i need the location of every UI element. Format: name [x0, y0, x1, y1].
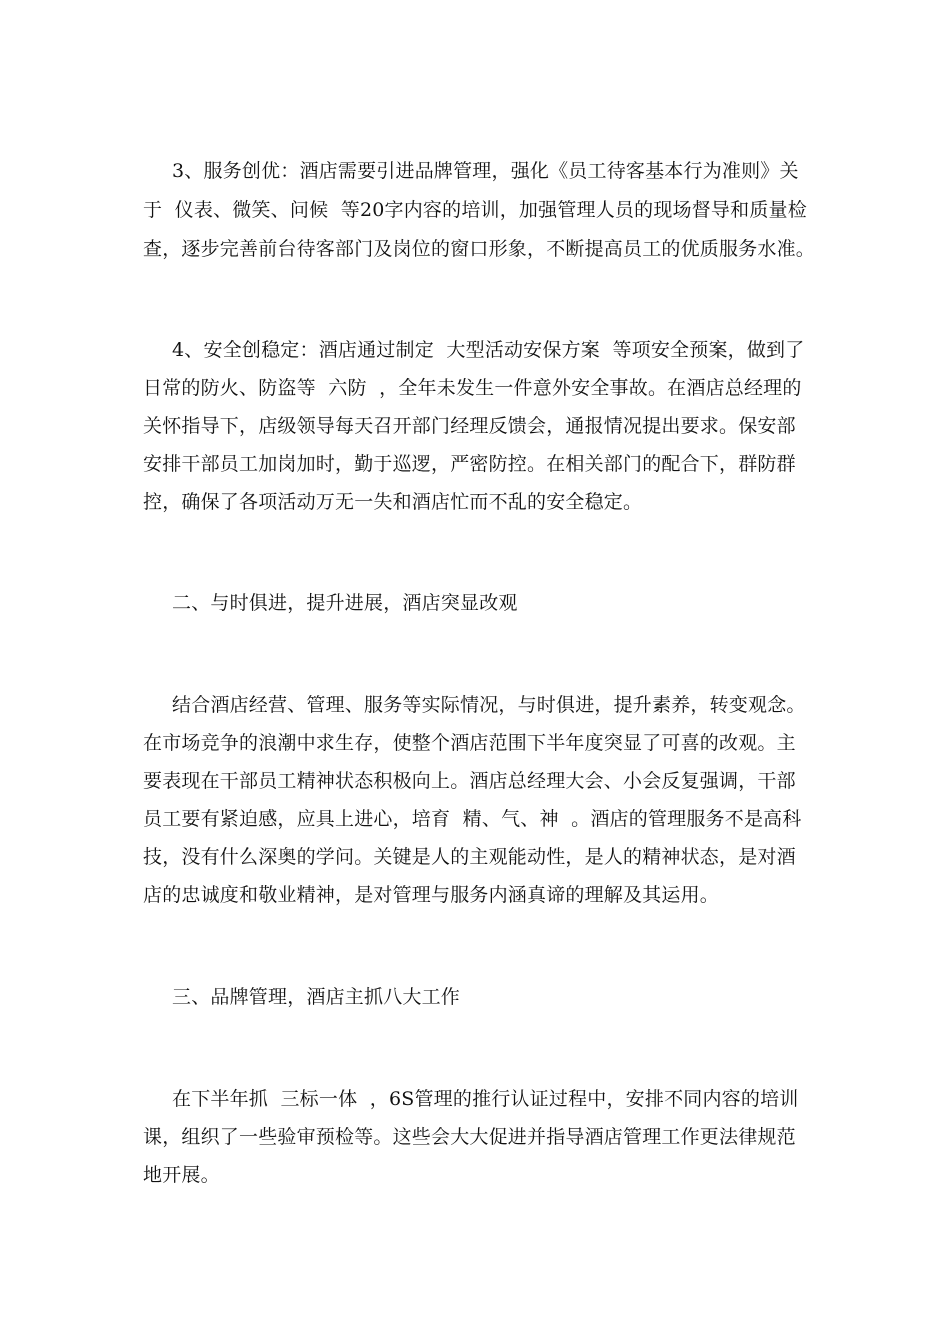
text-line: 于 仪表、微笑、问候 等20字内容的培训，加强管理人员的现场督导和质量检 [143, 199, 807, 221]
text-line: 在市场竞争的浪潮中求生存，使整个酒店范围下半年度突显了可喜的改观。主 [143, 732, 796, 754]
text-line: 安排干部员工加岗加时，勤于巡逻，严密防控。在相关部门的配合下，群防群 [143, 453, 796, 475]
text-line: 地开展。 [143, 1164, 220, 1186]
text-line: 日常的防火、防盗等 六防 ，全年未发生一件意外安全事故。在酒店总经理的 [143, 377, 802, 399]
text-line: 结合酒店经营、管理、服务等实际情况，与时俱进，提升素养，转变观念。 [172, 694, 806, 716]
text-line: 查，逐步完善前台待客部门及岗位的窗口形象，不断提高员工的优质服务水准。 [143, 238, 816, 260]
heading-text: 二、与时俱进，提升进展，酒店突显改观 [172, 592, 518, 614]
text-line: 关怀指导下，店级领导每天召开部门经理反馈会，通报情况提出要求。保安部 [143, 415, 796, 437]
text-line: 技，没有什么深奥的学问。关键是人的主观能动性，是人的精神状态，是对酒 [143, 846, 796, 868]
text-line: 员工要有紧迫感，应具上进心，培育 精、气、神 。酒店的管理服务不是高科 [143, 808, 802, 830]
text-line: 在下半年抓 三标一体 ，6S管理的推行认证过程中，安排不同内容的培训 [172, 1088, 799, 1110]
heading-text: 三、品牌管理，酒店主抓八大工作 [172, 986, 461, 1008]
text-line: 4、安全创稳定：酒店通过制定 大型活动安保方案 等项安全预案，做到了 [172, 339, 805, 361]
text-line: 店的忠诚度和敬业精神，是对管理与服务内涵真谛的理解及其运用。 [143, 884, 720, 906]
text-line: 3、服务创优：酒店需要引进品牌管理，强化《员工待客基本行为准则》关 [172, 160, 799, 182]
text-line: 要表现在干部员工精神状态积极向上。酒店总经理大会、小会反复强调，干部 [143, 770, 796, 792]
text-line: 课，组织了一些验审预检等。这些会大大促进并指导酒店管理工作更法律规范 [143, 1126, 796, 1148]
text-line: 控，确保了各项活动万无一失和酒店忙而不乱的安全稳定。 [143, 491, 643, 513]
